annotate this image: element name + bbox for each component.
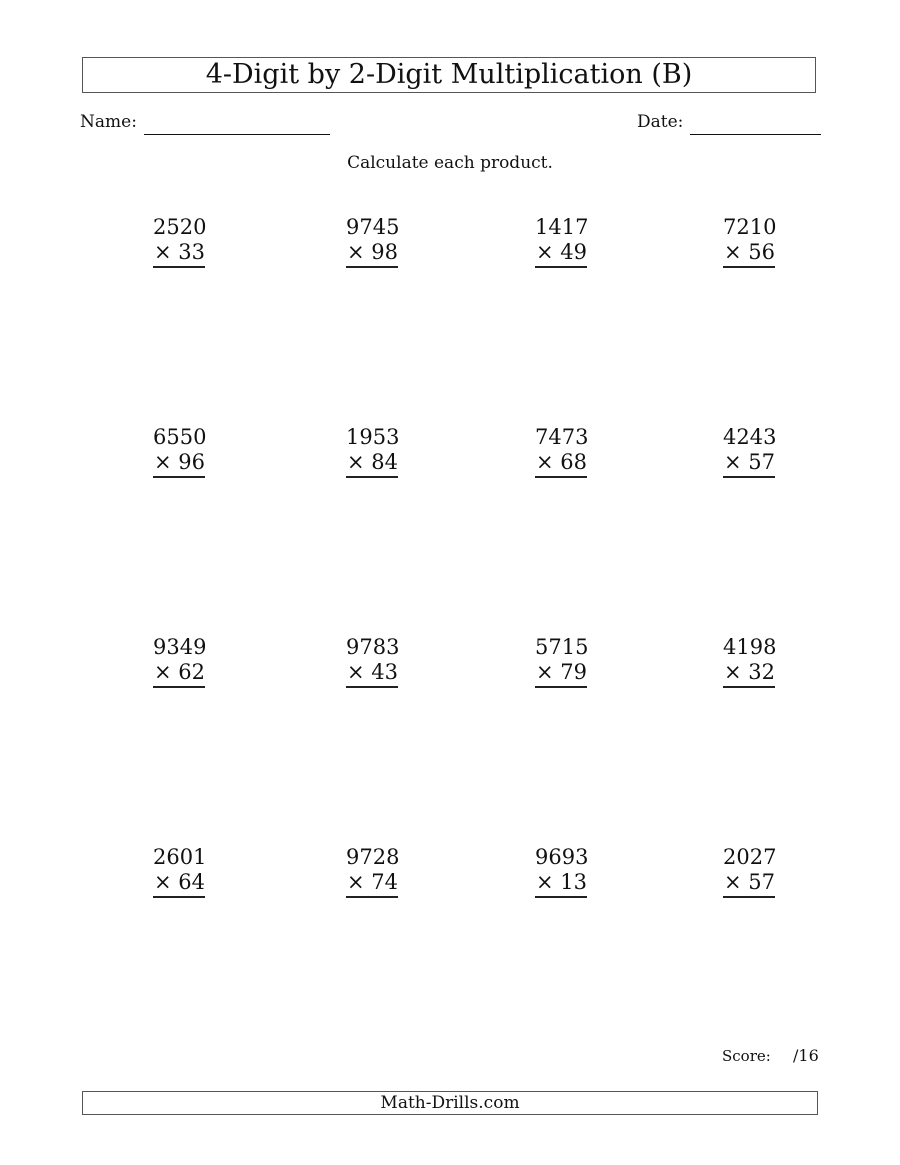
times-icon: ×	[535, 240, 554, 264]
multiplicand: 9783	[346, 635, 400, 659]
problem-8	[723, 425, 775, 478]
multiplicand: 9745	[346, 215, 400, 239]
problem-3	[535, 215, 587, 268]
times-icon: ×	[153, 660, 172, 684]
times-icon: ×	[723, 450, 742, 474]
worksheet-title: 4-Digit by 2-Digit Multiplication (B)	[82, 57, 816, 93]
multiplier-value: 68	[560, 450, 587, 474]
multiplier	[723, 240, 775, 268]
problem-12	[723, 635, 775, 688]
times-icon: ×	[535, 660, 554, 684]
problem-13	[153, 845, 205, 898]
problem-15	[535, 845, 587, 898]
problem-5	[153, 425, 205, 478]
multiplier	[535, 240, 587, 268]
multiplicand: 6550	[153, 425, 207, 449]
problem-9	[153, 635, 205, 688]
problem-11	[535, 635, 587, 688]
instructions: Calculate each product.	[347, 153, 553, 173]
multiplier	[346, 240, 398, 268]
multiplier-value: 62	[178, 660, 205, 684]
times-icon: ×	[153, 870, 172, 894]
multiplier-value: 43	[371, 660, 398, 684]
date-label: Date:	[637, 112, 684, 132]
times-icon: ×	[346, 660, 365, 684]
times-icon: ×	[723, 870, 742, 894]
date-field-line[interactable]	[690, 134, 821, 135]
multiplier	[535, 870, 587, 898]
multiplier	[346, 870, 398, 898]
multiplier	[723, 450, 775, 478]
multiplicand: 7473	[535, 425, 589, 449]
multiplier-value: 32	[748, 660, 775, 684]
multiplicand: 2027	[723, 845, 777, 869]
multiplier-value: 56	[748, 240, 775, 264]
multiplier	[153, 870, 205, 898]
score-total: /16	[793, 1046, 819, 1065]
multiplier	[723, 660, 775, 688]
multiplier-value: 13	[560, 870, 587, 894]
multiplier-value: 57	[748, 870, 775, 894]
times-icon: ×	[153, 450, 172, 474]
multiplicand: 2601	[153, 845, 207, 869]
multiplier-value: 49	[560, 240, 587, 264]
times-icon: ×	[346, 450, 365, 474]
multiplier-value: 79	[560, 660, 587, 684]
multiplier-value: 57	[748, 450, 775, 474]
multiplier-value: 84	[371, 450, 398, 474]
times-icon: ×	[723, 660, 742, 684]
multiplicand: 5715	[535, 635, 589, 659]
multiplier-value: 33	[178, 240, 205, 264]
multiplicand: 4243	[723, 425, 777, 449]
name-label: Name:	[80, 112, 137, 132]
multiplicand: 2520	[153, 215, 207, 239]
problem-6	[346, 425, 398, 478]
multiplier	[153, 450, 205, 478]
multiplier	[535, 450, 587, 478]
multiplicand: 9693	[535, 845, 589, 869]
name-field-line[interactable]	[144, 134, 330, 135]
times-icon: ×	[535, 450, 554, 474]
multiplier	[723, 870, 775, 898]
times-icon: ×	[153, 240, 172, 264]
footer-site-name: Math-Drills.com	[82, 1091, 818, 1115]
score-label: Score:	[722, 1047, 771, 1065]
multiplicand: 1417	[535, 215, 589, 239]
times-icon: ×	[535, 870, 554, 894]
multiplier-value: 98	[371, 240, 398, 264]
problem-14	[346, 845, 398, 898]
problem-16	[723, 845, 775, 898]
problem-7	[535, 425, 587, 478]
problem-1	[153, 215, 205, 268]
multiplicand: 1953	[346, 425, 400, 449]
multiplier	[346, 660, 398, 688]
multiplicand: 7210	[723, 215, 777, 239]
multiplier	[535, 660, 587, 688]
problem-2	[346, 215, 398, 268]
multiplier	[346, 450, 398, 478]
times-icon: ×	[346, 240, 365, 264]
multiplicand: 9728	[346, 845, 400, 869]
multiplier	[153, 240, 205, 268]
times-icon: ×	[723, 240, 742, 264]
multiplier-value: 74	[371, 870, 398, 894]
problem-4	[723, 215, 775, 268]
problem-10	[346, 635, 398, 688]
multiplier-value: 64	[178, 870, 205, 894]
multiplicand: 4198	[723, 635, 777, 659]
times-icon: ×	[346, 870, 365, 894]
multiplier	[153, 660, 205, 688]
multiplier-value: 96	[178, 450, 205, 474]
multiplicand: 9349	[153, 635, 207, 659]
